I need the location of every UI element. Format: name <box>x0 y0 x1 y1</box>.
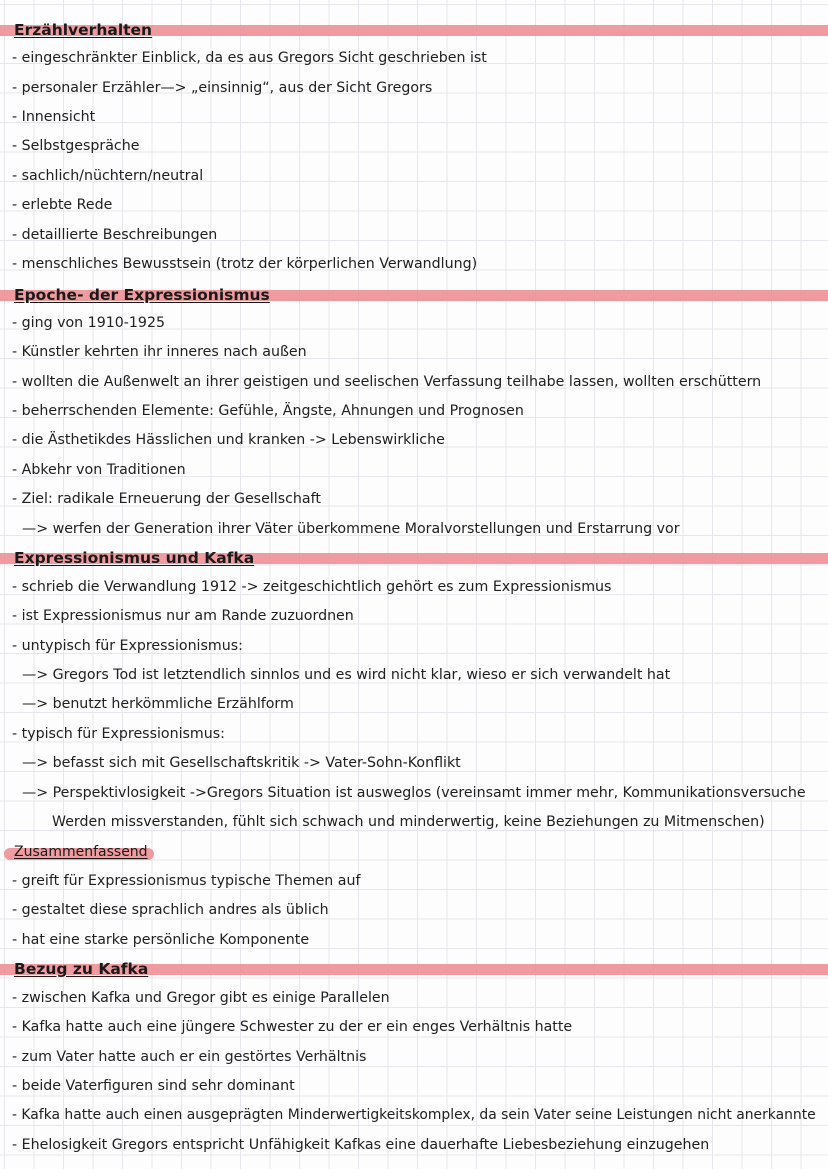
note-line: - ging von 1910-1925 <box>12 315 165 331</box>
heading-title: Erzählverhalten <box>14 21 153 39</box>
note-line: - detaillierte Beschreibungen <box>12 227 218 243</box>
note-line: —> befasst sich mit Gesellschaftskritik -> Vater-Sohn-Konflikt <box>22 755 461 771</box>
heading-bezug-kafka <box>0 956 828 982</box>
note-line: - sachlich/nüchtern/neutral <box>12 168 204 184</box>
note-line: - Innensicht <box>12 109 96 125</box>
note-line: - zum Vater hatte auch er ein gestörtes Verhältnis <box>12 1049 367 1065</box>
note-line: - untypisch für Expressionismus: <box>12 638 243 654</box>
note-line: - Ehelosigkeit Gregors entspricht Unfähigkeit Kafkas eine dauerhafte Liebesbeziehung einzugehen <box>12 1137 710 1153</box>
note-line: - beide Vaterfiguren sind sehr dominant <box>12 1078 295 1094</box>
heading-epoche <box>0 282 828 308</box>
note-line: - erlebte Rede <box>12 197 113 213</box>
heading-erzaehlverhalten <box>0 17 828 43</box>
heading-title: Zusammenfassend <box>14 844 148 860</box>
note-line: - Abkehr von Traditionen <box>12 462 186 478</box>
note-line: - personaler Erzähler—> „einsinnig“, aus der Sicht Gregors <box>12 80 433 96</box>
note-line: - menschliches Bewusstsein (trotz der körperlichen Verwandlung) <box>12 256 478 272</box>
note-line: - ist Expressionismus nur am Rande zuzuordnen <box>12 608 354 624</box>
note-line: - greift für Expressionismus typische Themen auf <box>12 873 361 889</box>
note-line: - Ziel: radikale Erneuerung der Gesellschaft <box>12 491 321 507</box>
heading-title: Expressionismus und Kafka <box>14 549 255 567</box>
note-line: - Selbstgespräche <box>12 138 140 154</box>
note-line: - typisch für Expressionismus: <box>12 726 225 742</box>
note-line: - Kafka hatte auch einen ausgeprägten Minderwertigkeitskomplex, da sein Vater seine Leistungen nicht anerkannte <box>12 1107 816 1123</box>
heading-expressionismus-kafka <box>0 545 828 571</box>
heading-title: Epoche- der Expressionismus <box>14 286 270 304</box>
note-line: —> werfen der Generation ihrer Väter überkommene Moralvorstellungen und Erstarrung vor <box>22 521 680 537</box>
note-line: - die Ästhetikdes Hässlichen und kranken -> Lebenswirkliche <box>12 432 445 448</box>
note-line: - wollten die Außenwelt an ihrer geistigen und seelischen Verfassung teilhabe lassen, wollten erschüttern <box>12 374 762 390</box>
note-line: - hat eine starke persönliche Komponente <box>12 932 310 948</box>
note-line: - zwischen Kafka und Gregor gibt es einige Parallelen <box>12 990 390 1006</box>
note-line: Werden missverstanden, fühlt sich schwach und minderwertig, keine Beziehungen zu Mitmenschen) <box>52 814 765 830</box>
note-line: —> benutzt herkömmliche Erzählform <box>22 696 294 712</box>
note-line: - schrieb die Verwandlung 1912 -> zeitgeschichtlich gehört es zum Expressionismus <box>12 579 612 595</box>
note-line: —> Perspektivlosigkeit ->Gregors Situation ist ausweglos (vereinsamt immer mehr, Kommunikationsversuche <box>22 785 806 801</box>
note-line: - Künstler kehrten ihr inneres nach außen <box>12 344 307 360</box>
note-line: - gestaltet diese sprachlich andres als üblich <box>12 902 329 918</box>
note-line: —> Gregors Tod ist letztendlich sinnlos und es wird nicht klar, wieso er sich verwandelt hat <box>22 667 671 683</box>
note-line: - eingeschränkter Einblick, da es aus Gregors Sicht geschrieben ist <box>12 50 487 66</box>
note-line: - beherrschenden Elemente: Gefühle, Ängste, Ahnungen und Prognosen <box>12 403 524 419</box>
heading-title: Bezug zu Kafka <box>14 960 149 978</box>
note-line: - Kafka hatte auch eine jüngere Schwester zu der er ein enges Verhältnis hatte <box>12 1019 573 1035</box>
heading-zusammenfassend <box>0 839 828 865</box>
